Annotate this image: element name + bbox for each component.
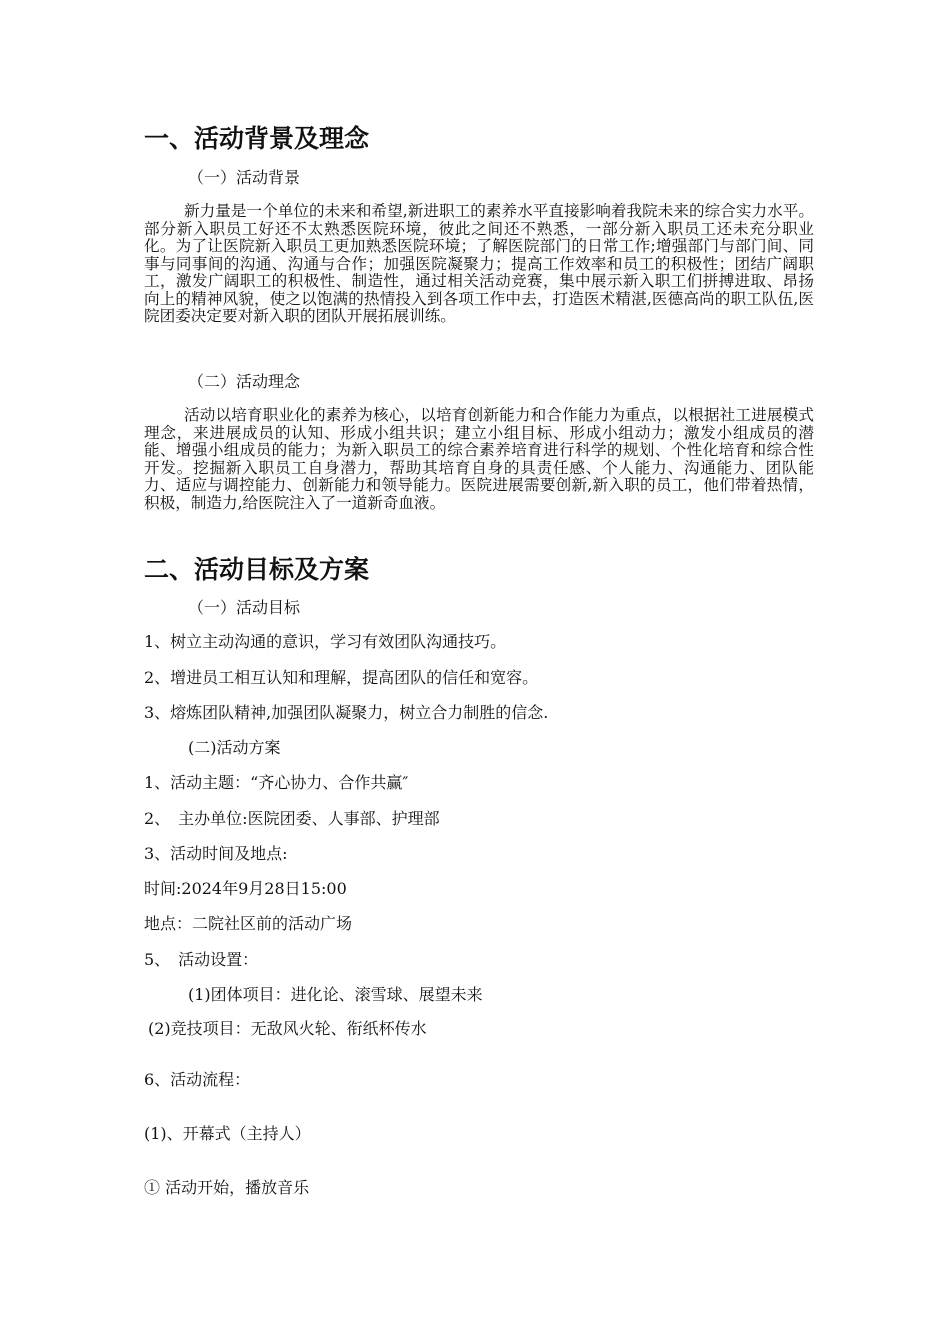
flow-item: (1)、开幕式（主持人）	[144, 1124, 311, 1143]
plan-item: 1、活动主题：“齐心协力、合作共赢″	[144, 773, 409, 792]
setting-item: (1)团体项目：进化论、滚雪球、展望未来	[188, 985, 483, 1004]
plan-item: 5、 活动设置：	[144, 950, 259, 969]
plan-item: 2、 主办单位:医院团委、人事部、护理部	[144, 809, 440, 828]
section2-heading: 二、活动目标及方案	[144, 555, 370, 584]
flow-heading: 6、活动流程：	[144, 1070, 251, 1089]
plan-item: 3、活动时间及地点:	[144, 844, 288, 863]
plan-heading: (二)活动方案	[188, 738, 281, 757]
section1-heading: 一、活动背景及理念	[144, 124, 370, 153]
goals-heading: （一）活动目标	[188, 598, 301, 617]
flow-subitem: ① 活动开始，播放音乐	[144, 1178, 310, 1197]
setting-item: (2)竞技项目：无敌风火轮、衔纸杯传水	[148, 1019, 427, 1038]
plan-item: 地点：二院社区前的活动广场	[144, 914, 353, 933]
goal-item: 3、熔炼团队精神,加强团队凝聚力，树立合力制胜的信念.	[144, 703, 549, 722]
goal-item: 2、增进员工相互认知和理解，提高团队的信任和宽容。	[144, 668, 539, 687]
sub1-heading: （一）活动背景	[188, 168, 301, 187]
goal-item: 1、树立主动沟通的意识，学习有效团队沟通技巧。	[144, 632, 507, 651]
background-paragraph: 新力量是一个单位的未来和希望,新进职工的素养水平直接影响着我院未来的综合实力水平。部分新入职员工好还不太熟悉医院环境，彼此之间还不熟悉，一部分新入职员工还未充分职业化。为了让医院新入职员工更加熟悉医院环境；了解医院部门的日常工作;增强部门与部门间、同事与同事间的沟通、沟通与合作；加强医院凝聚力；提高工作效率和员工的积极性；团结广阔职工，激发广阔职工的积极性、制造性，通过相关活动竞赛，集中展示新入职工们拼搏进取、昂扬向上的精神风貌，使之以饱满的热情投入到各项工作中去，打造医术精湛,医德高尚的职工队伍,医院团委决定要对新入职的团队开展拓展训练。	[144, 202, 814, 325]
plan-item: 时间:2024年9月28日15:00	[144, 879, 347, 898]
concept-paragraph: 活动以培育职业化的素养为核心，以培育创新能力和合作能力为重点，以根据社工进展模式理念，来进展成员的认知、形成小组共识；建立小组目标、形成小组动力；激发小组成员的潜能、增强小组成员的能力；为新入职员工的综合素养培育进行科学的规划、个性化培育和综合性开发。挖掘新入职员工自身潜力，帮助其培育自身的具责任感、个人能力、沟通能力、团队能力、适应与调控能力、创新能力和领导能力。医院进展需要创新,新入职的员工，他们带着热情，积极，制造力,给医院注入了一道新奇血液。	[144, 406, 814, 512]
sub2-heading: （二）活动理念	[188, 372, 301, 391]
